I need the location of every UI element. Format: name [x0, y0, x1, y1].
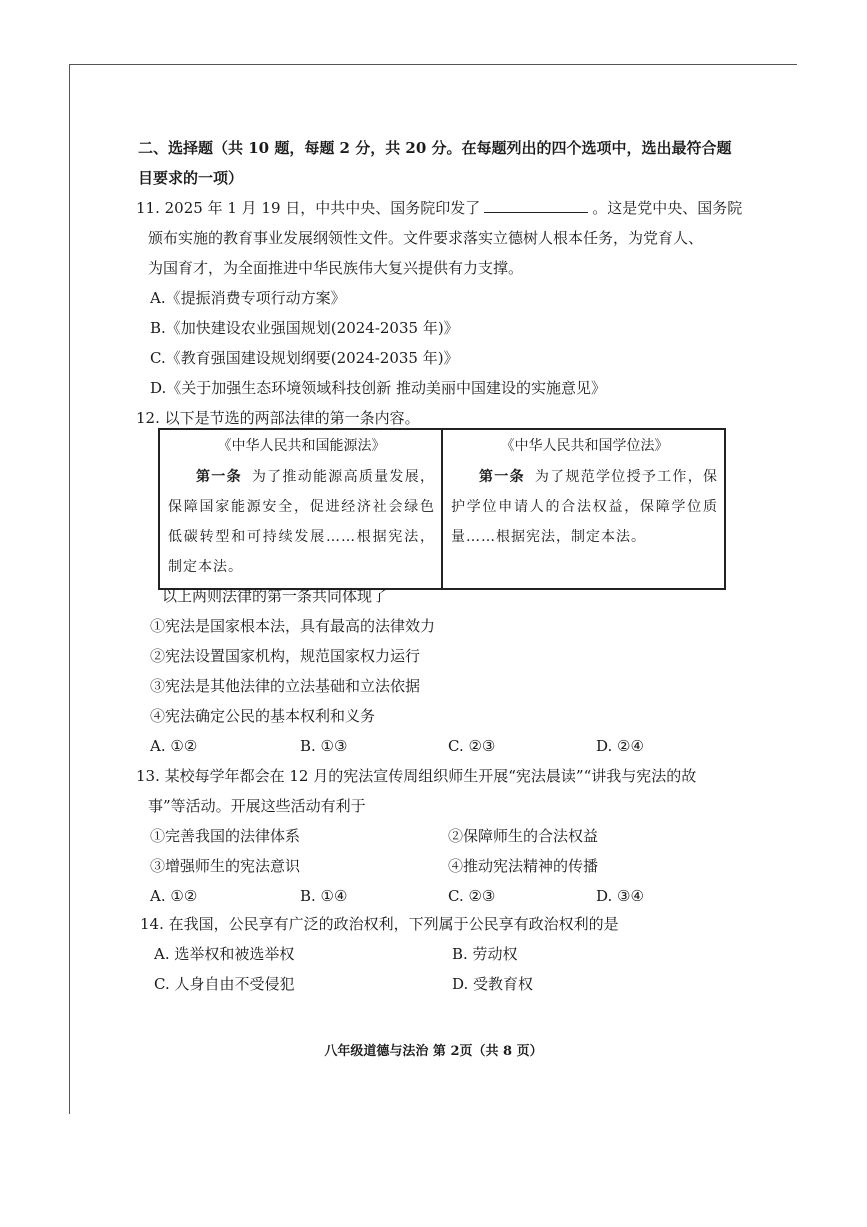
- q14-option-a: A. 选举权和被选举权: [154, 945, 295, 963]
- q13-item-1: ①完善我国的法律体系: [150, 827, 301, 845]
- page-border-left: [69, 64, 70, 1114]
- q13-stem-line1: 13. 某校每学年都会在 12 月的宪法宣传周组织师生开展“宪法晨读”“讲我与宪法的故: [136, 767, 697, 785]
- q12-item-1: ①宪法是国家根本法，具有最高的法律效力: [150, 617, 436, 635]
- q13-option-d: D. ③④: [596, 887, 644, 905]
- q11-option-b: B.《加快建设农业强国规划(2024-2035 年)》: [150, 319, 459, 337]
- q11-stem-line1: 11. 2025 年 1 月 19 日，中共中央、国务院印发了 。这是党中央、国务院: [136, 199, 743, 217]
- law-text: 第一条 为了规范学位授予工作，保护学位申请人的合法权益，保障学位质量……根据宪法，制定本法。: [451, 469, 719, 545]
- q12-option-d: D. ②④: [596, 737, 644, 755]
- q12-option-a: A. ①②: [150, 737, 198, 755]
- q12-item-2: ②宪法设置国家机构，规范国家权力运行: [150, 647, 421, 665]
- q11-option-c: C.《教育强国建设规划纲要(2024-2035 年)》: [150, 349, 459, 367]
- q12-option-b: B. ①③: [300, 737, 348, 755]
- law-title: 《中华人民共和国能源法》: [217, 438, 386, 454]
- q14-option-c: C. 人身自由不受侵犯: [154, 975, 295, 993]
- q11-stem-line2: 颁布实施的教育事业发展纲领性文件。文件要求落实立德树人根本任务，为党育人、: [148, 229, 704, 247]
- q13-item-3: ③增强师生的宪法意识: [150, 857, 301, 875]
- q11-option-a: A.《提振消费专项行动方案》: [150, 289, 346, 307]
- q12-item-3: ③宪法是其他法律的立法基础和立法依据: [150, 677, 421, 695]
- law-cell-degree: [442, 429, 725, 589]
- q13-option-b: B. ①④: [300, 887, 348, 905]
- law-text: 第一条 为了推动能源高质量发展，保障国家能源安全，促进经济社会绿色低碳转型和可持续发展……根据宪法，制定本法。: [168, 469, 436, 575]
- q11-option-d: D.《关于加强生态环境领域科技创新 推动美丽中国建设的实施意见》: [150, 379, 607, 397]
- page-border-top: [69, 64, 797, 65]
- q13-item-2: ②保障师生的合法权益: [448, 827, 599, 845]
- law-excerpt-table: [158, 428, 726, 590]
- q12-option-c: C. ②③: [448, 737, 496, 755]
- q13-item-4: ④推动宪法精神的传播: [448, 857, 599, 875]
- q13-option-a: A. ①②: [150, 887, 198, 905]
- page-footer: 八年级道德与法治 第 2页（共 8 页）: [324, 1044, 543, 1059]
- q12-stem: 12. 以下是节选的两部法律的第一条内容。: [136, 409, 420, 427]
- q12-item-4: ④宪法确定公民的基本权利和义务: [150, 707, 376, 725]
- q14-option-d: D. 受教育权: [452, 975, 534, 993]
- answer-blank: [484, 198, 588, 213]
- q13-option-c: C. ②③: [448, 887, 496, 905]
- q12-question: 以上两则法律的第一条共同体现了: [162, 587, 388, 605]
- section-header-line1: 二、选择题（共 10 题，每题 2 分，共 20 分。在每题列出的四个选项中，选出最符合题: [138, 139, 732, 157]
- law-cell-energy: [159, 429, 442, 589]
- section-header-line2: 目要求的一项）: [138, 169, 244, 187]
- law-title: 《中华人民共和国学位法》: [500, 438, 669, 454]
- q14-option-b: B. 劳动权: [452, 945, 518, 963]
- q14-stem: 14. 在我国，公民享有广泛的政治权利，下列属于公民享有政治权利的是: [140, 915, 619, 933]
- q13-stem-line2: 事”等活动。开展这些活动有利于: [148, 797, 366, 815]
- q11-stem-line3: 为国育才，为全面推进中华民族伟大复兴提供有力支撑。: [148, 259, 524, 277]
